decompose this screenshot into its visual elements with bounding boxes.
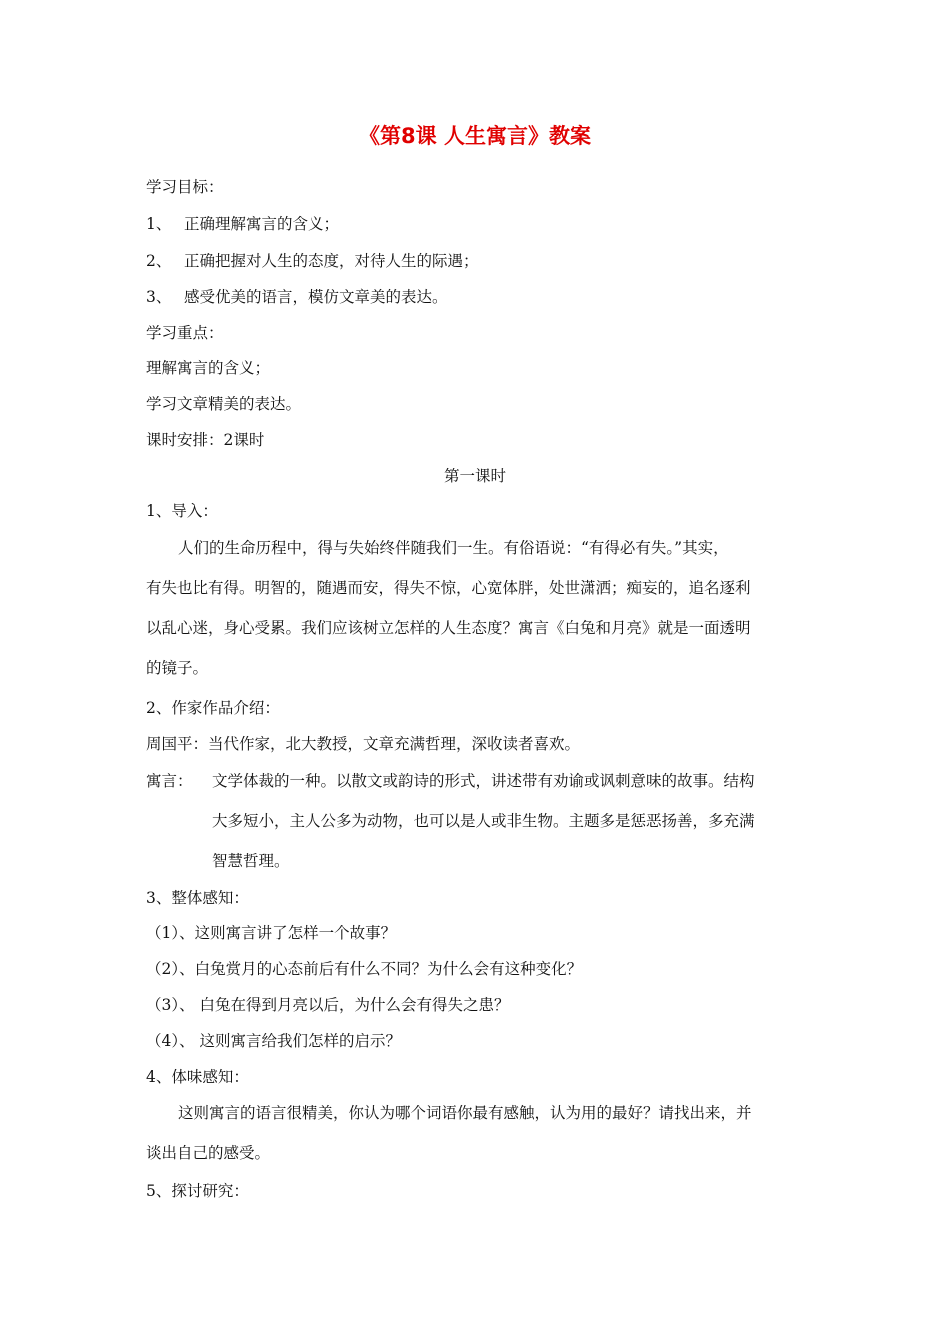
- section-1-heading: 1、导入：: [146, 502, 218, 520]
- objectives-heading: 学习目标：: [146, 178, 224, 196]
- objective-item: [146, 250, 478, 272]
- key-points-heading: 学习重点：: [146, 324, 224, 342]
- question-item: [146, 958, 582, 980]
- objective-text: 感受优美的语言，模仿文章美的表达。: [183, 288, 448, 306]
- question-text: 这则寓言讲了怎样一个故事？: [194, 924, 397, 942]
- section-5-heading: 5、探讨研究：: [146, 1182, 249, 1200]
- key-point-item: 学习文章精美的表达。: [146, 395, 302, 413]
- question-item: [146, 922, 396, 944]
- objective-num: 3、: [146, 288, 172, 306]
- section-1-paragraph-line: 的镜子。: [146, 659, 209, 677]
- question-num: （1）、: [146, 924, 195, 942]
- section-4-paragraph-line: 谈出自己的感受。: [146, 1144, 271, 1162]
- fable-definition-line: 大多短小，主人公多为动物，也可以是人或非生物。主题多是惩恶扬善，多充满: [212, 812, 755, 830]
- schedule-text: 课时安排：2课时: [146, 431, 265, 449]
- objective-item: [146, 286, 447, 308]
- fable-label: 寓言：: [146, 772, 193, 790]
- question-item: [146, 1030, 401, 1052]
- section-1-paragraph-line: 以乱心迷，身心受累。我们应该树立怎样的人生态度？寓言《白兔和月亮》就是一面透明: [146, 619, 751, 637]
- section-1-paragraph-line: 有失也比有得。明智的，随遇而安，得失不惊，心宽体胖，处世潇洒；痴妄的，追名逐利: [146, 579, 751, 597]
- question-text: 白兔赏月的心态前后有什么不同？为什么会有这种变化？: [194, 960, 583, 978]
- question-num: （4）、: [146, 1032, 195, 1050]
- question-item: [146, 994, 510, 1016]
- objective-num: 1、: [146, 215, 172, 233]
- author-intro: 周国平：当代作家，北大教授，文章充满哲理，深收读者喜欢。: [146, 735, 581, 753]
- fable-definition-line: 文学体裁的一种。以散文或韵诗的形式，讲述带有劝谕或讽刺意味的故事。结构: [212, 772, 755, 790]
- section-1-paragraph-line: 人们的生命历程中，得与失始终伴随我们一生。有俗语说：“有得必有失。”其实，: [178, 539, 729, 557]
- section-3-heading: 3、整体感知：: [146, 889, 249, 907]
- fable-definition-line: 智慧哲理。: [212, 852, 290, 870]
- objective-item: [146, 213, 339, 235]
- objective-num: 2、: [146, 252, 172, 270]
- document-title: 《第8课 人生寓言》教案: [359, 124, 591, 148]
- question-text: 这则寓言给我们怎样的启示？: [194, 1032, 402, 1050]
- section-2-heading: 2、作家作品介绍：: [146, 699, 280, 717]
- section-4-heading: 4、体味感知：: [146, 1068, 249, 1086]
- question-num: （3）、: [146, 996, 195, 1014]
- section-4-paragraph-line: 这则寓言的语言很精美，你认为哪个词语你最有感触，认为用的最好？请找出来，并: [178, 1104, 752, 1122]
- lesson-heading: 第一课时: [443, 467, 506, 485]
- key-point-item: 理解寓言的含义；: [146, 359, 271, 377]
- objective-text: 正确把握对人生的态度，对待人生的际遇；: [183, 252, 479, 270]
- question-text: 白兔在得到月亮以后，为什么会有得失之患？: [194, 996, 510, 1014]
- question-num: （2）、: [146, 960, 195, 978]
- objective-text: 正确理解寓言的含义；: [183, 215, 339, 233]
